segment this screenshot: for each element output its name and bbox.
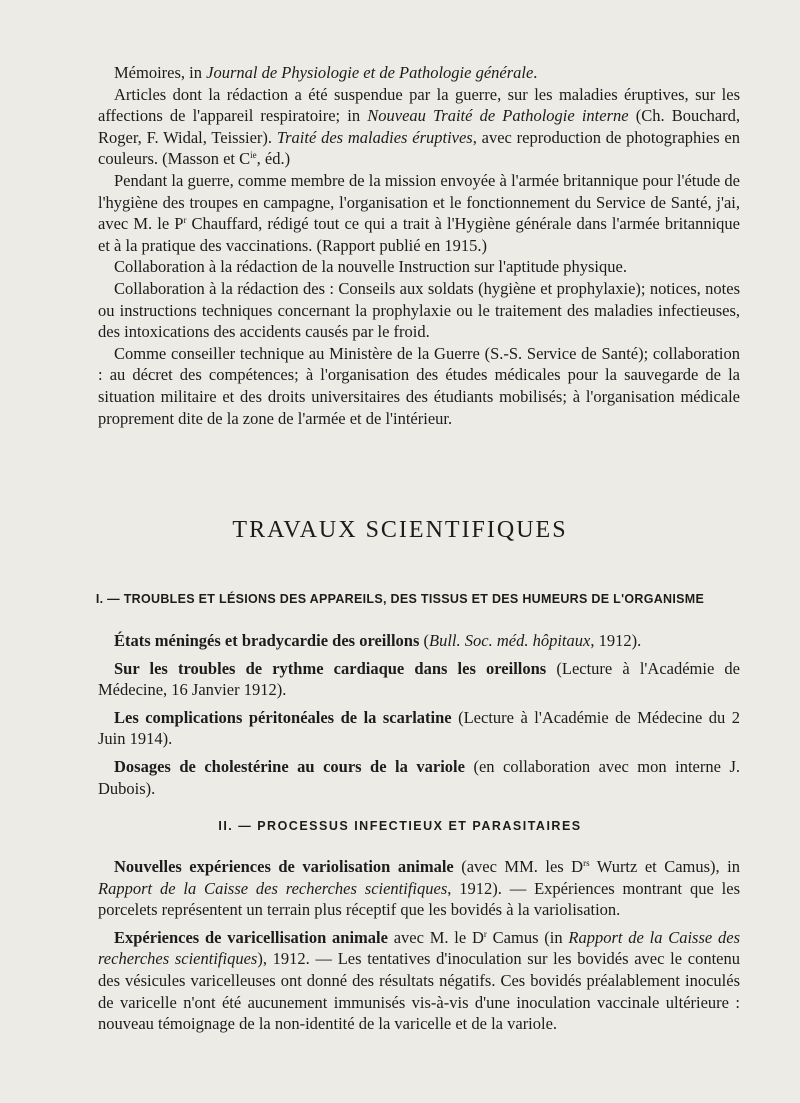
text-span: (en collaboration avec mon interne J. Dubois). (98, 756, 740, 798)
text-span: ( (419, 631, 430, 650)
reference: Rapport de la Caisse des recherches scientifiques (98, 878, 448, 898)
section-title: TRAVAUX SCIENTIFIQUES (232, 517, 568, 543)
section-1-entries (98, 630, 740, 799)
paragraph-articles (98, 84, 740, 170)
intro-block (98, 62, 740, 429)
superscript: r (183, 215, 187, 226)
text-span: avec M. le D (387, 927, 484, 947)
text-span: Pendant la guerre, comme membre de la mission envoyée à l'armée britannique pour l'étude de l'hygiène des troupes en campagne, l'organisation et le fonctionnement du Service de Santé, j'ai, avec M. le P (98, 170, 740, 234)
paragraph-conseiller: Comme conseiller technique au Ministère de la Guerre (S.-S. Service de Santé); collaboration : au décret des compétences; à l'organisation des études médicales pour la sauvegarde de la situation militaire et des droits universitaires des étudiants mobilisés; à l'organisation médicale proprement dite de la zone de l'armée et de l'intérieur. (98, 343, 740, 428)
journal-title: Journal de Physiologie et de Pathologie générale (206, 63, 534, 82)
text-span: (avec MM. les D (453, 857, 584, 876)
text-span: , avec reproduction de photographies en couleurs. (Masson et C (98, 127, 741, 169)
entry (98, 756, 740, 799)
text-span: (Lecture à l'Académie de Médecine du 2 Juin 1914). (98, 707, 740, 749)
superscript: rs (583, 858, 590, 868)
entry (98, 856, 740, 921)
section-heading-2: II. — PROCESSUS INFECTIEUX ET PARASITAIRES (218, 819, 582, 833)
text-span: , 1912). — Expériences montrant que les porcelets représentent un terrain plus réceptif que les bovidés à la variolisation. (98, 878, 740, 920)
entry-title: Les complications péritonéales de la scarlatine (114, 707, 452, 727)
reference: Rapport de la Caisse des recherches scientifiques (98, 927, 740, 969)
text-span: ), 1912. — Les tentatives d'inoculation sur les bovidés avec le contenu des vésicules varicelleuses ont donné des résultats négatifs. Ces bovidés préalablement inoculés de varicelle n'ont été aucunement immunisés vis-à-vis d'une inoculation vaccinale ultérieure : nouveau témoignage de la non-identité de la varicelle et de la variole. (98, 949, 741, 1034)
entry (98, 630, 740, 652)
paragraph-conseils: Collaboration à la rédaction des : Conseils aux soldats (hygiène et prophylaxie); notices, notes ou instructions techniques concernant la prophylaxie ou le traitement des maladies infectieuses, des intoxications des accidents causés par le froid. (98, 278, 740, 342)
reference: Bull. Soc. méd. hôpitaux (429, 631, 591, 650)
book-title: Nouveau Traité de Pathologie interne (367, 106, 629, 126)
paragraph-guerre (98, 170, 740, 256)
superscript: r (483, 928, 487, 939)
section-2-entries (98, 856, 740, 1035)
text-span: , éd.) (256, 149, 291, 169)
text-span: Wurtz et Camus), in (589, 857, 740, 876)
text-span: Mémoires, in (114, 63, 207, 82)
entry (98, 927, 740, 1035)
entry (98, 658, 740, 701)
entry-title: Nouvelles expériences de variolisation animale (114, 857, 454, 876)
book-title: Traité des maladies éruptives (276, 127, 473, 147)
text-span: Chauffard, rédigé tout ce qui a trait à l'Hygiène générale dans l'armée britannique et à la pratique des vaccinations. (Rapport publié en 1915.) (98, 214, 740, 255)
entry-title: Sur les troubles de rythme cardiaque dans les oreillons (114, 658, 547, 678)
paragraph-instruction: Collaboration à la rédaction de la nouvelle Instruction sur l'aptitude physique. (114, 257, 627, 277)
entry-title: Expériences de varicellisation animale (114, 927, 388, 947)
text-span: . (533, 63, 538, 82)
text-span: Articles dont la rédaction a été suspendue par la guerre, sur les maladies éruptives, sur les affections de l'appareil respiratoire; in (98, 84, 740, 126)
paragraph-memoires (98, 62, 740, 84)
text-span: Camus (in (486, 927, 569, 947)
text-span: , 1912). (590, 631, 642, 650)
section-heading-1: I. — TROUBLES ET LÉSIONS DES APPAREILS, DES TISSUS ET DES HUMEURS DE L'ORGANISME (95, 592, 705, 606)
text-span: (Ch. Bouchard, Roger, F. Widal, Teissier). (98, 106, 741, 147)
superscript: ie (250, 150, 257, 161)
entry-title: Dosages de cholestérine au cours de la variole (114, 756, 465, 776)
entry-title: États méningés et bradycardie des oreillons (114, 631, 420, 650)
entry (98, 707, 740, 750)
text-span: (Lecture à l'Académie de Médecine, 16 Janvier 1912). (98, 658, 740, 700)
